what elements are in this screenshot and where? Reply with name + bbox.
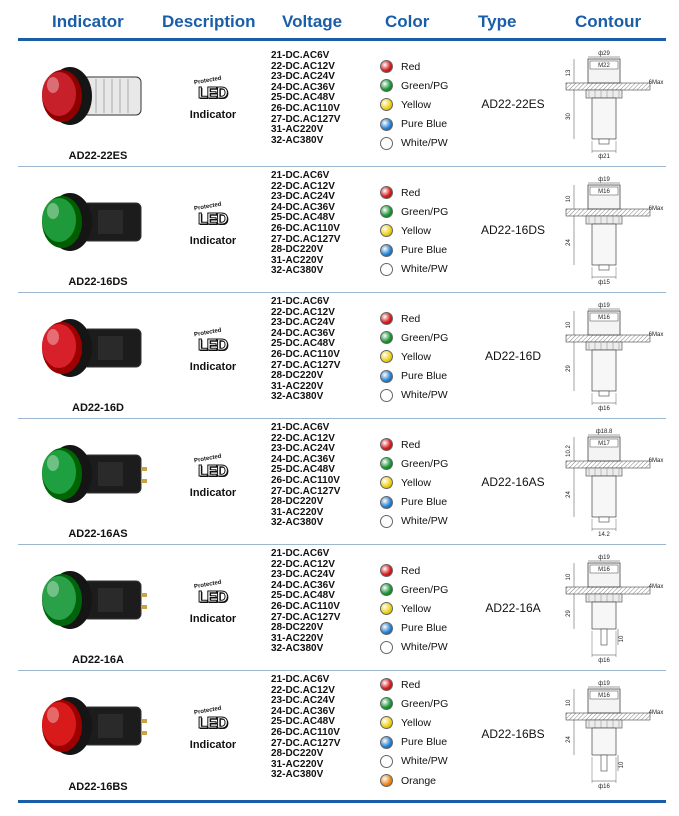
color-name: Yellow [401, 350, 431, 363]
dimension-label: 10 [619, 761, 625, 769]
dimension-label: 14.2 [598, 532, 610, 538]
product-row [18, 671, 666, 797]
color-name: Red [401, 564, 421, 577]
color-item [380, 134, 480, 153]
voltage-item: 26-DC.AC110V [271, 348, 340, 360]
led-logo [193, 705, 230, 733]
dimension-label: 29 [566, 610, 572, 617]
color-item [380, 454, 480, 473]
color-dot-icon [380, 583, 393, 596]
color-name: Yellow [401, 224, 431, 237]
protected-label: Protected [193, 327, 222, 339]
color-dot-icon [380, 602, 393, 615]
product-row [18, 41, 666, 167]
color-name: Pure Blue [401, 736, 448, 749]
color-name: Red [401, 678, 421, 691]
voltage-item: 31-AC220V [271, 124, 324, 136]
voltage-item: 23-DC.AC24V [271, 191, 335, 203]
voltage-item: 31-AC220V [271, 506, 324, 518]
color-name: Pure Blue [401, 622, 448, 635]
color-dot-icon [380, 389, 393, 402]
led-logo [193, 327, 230, 355]
dimension-label: 10 [619, 635, 625, 643]
header-type: Type [478, 12, 517, 31]
color-name: Orange [401, 774, 437, 787]
voltage-item: 24-DC.AC36V [271, 453, 335, 465]
contour-drawing [548, 299, 666, 413]
voltage-item: 26-DC.AC110V [271, 102, 340, 114]
color-item [380, 57, 480, 76]
protected-label: Protected [193, 579, 222, 591]
color-dot-icon [380, 137, 393, 150]
protected-label: Protected [193, 75, 222, 87]
voltage-item: 25-DC.AC48V [271, 716, 335, 728]
color-dot-icon [380, 515, 393, 528]
color-item [380, 638, 480, 657]
voltage-item: 24-DC.AC36V [271, 81, 335, 93]
voltage-item: 31-AC220V [271, 758, 324, 770]
voltage-item: 23-DC.AC24V [271, 695, 335, 707]
voltage-item: 25-DC.AC48V [271, 212, 335, 224]
voltage-item: 27-DC.AC127V [271, 113, 341, 125]
dimension-label: 24 [566, 736, 572, 743]
color-item [380, 309, 480, 328]
color-dot-icon [380, 697, 393, 710]
voltage-item: 25-DC.AC48V [271, 338, 335, 350]
color-dot-icon [380, 564, 393, 577]
voltage-item: 28-DC220V [271, 622, 324, 634]
voltage-item: 21-DC.AC6V [271, 548, 330, 559]
color-dot-icon [380, 641, 393, 654]
color-item [380, 202, 480, 221]
dimension-label: M16 [598, 567, 610, 573]
voltage-item: 22-DC.AC12V [271, 432, 335, 444]
dimension-label: ф18.8 [595, 429, 613, 435]
color-item [380, 183, 480, 202]
dimension-label: 13 [566, 69, 572, 77]
protected-label: Protected [193, 453, 222, 465]
type-label: AD22-16BS [481, 727, 545, 741]
voltage-list [271, 297, 371, 403]
description-cell [178, 579, 248, 625]
color-name: Green/PG [401, 457, 449, 470]
color-item [380, 675, 480, 694]
color-dot-icon [380, 118, 393, 131]
led-label: LED [198, 85, 227, 102]
color-dot-icon [380, 244, 393, 257]
indicator-photo [28, 553, 153, 653]
voltage-list [271, 171, 371, 277]
voltage-list [271, 675, 371, 781]
description-cell [178, 453, 248, 499]
color-name: Green/PG [401, 697, 449, 710]
color-dot-icon [380, 60, 393, 73]
voltage-item: 32-AC380V [271, 643, 324, 655]
color-item [380, 386, 480, 405]
voltage-item: 26-DC.AC110V [271, 726, 340, 738]
dimension-label: M16 [598, 693, 610, 699]
color-item [380, 694, 480, 713]
type-label: AD22-16DS [480, 223, 546, 237]
led-logo [193, 201, 230, 229]
color-name: White/PW [401, 137, 448, 150]
dimension-label: ф16 [598, 658, 610, 664]
led-label: LED [198, 589, 227, 606]
type-label: AD22-16D [484, 349, 542, 363]
color-name: Green/PG [401, 583, 449, 596]
voltage-item: 21-DC.AC6V [271, 170, 330, 181]
contour-drawing [548, 173, 666, 287]
voltage-item: 21-DC.AC6V [271, 422, 330, 433]
color-item [380, 493, 480, 512]
color-item [380, 328, 480, 347]
color-name: Red [401, 312, 421, 325]
color-name: Yellow [401, 476, 431, 489]
header-color: Color [385, 12, 430, 31]
dimension-label: 6Max [648, 458, 664, 464]
voltage-list [271, 423, 371, 529]
voltage-item: 28-DC220V [271, 496, 324, 508]
color-dot-icon [380, 263, 393, 276]
dimension-label: 10 [566, 195, 572, 203]
color-name: Pure Blue [401, 118, 448, 131]
color-dot-icon [380, 716, 393, 729]
color-dot-icon [380, 224, 393, 237]
voltage-item: 23-DC.AC24V [271, 569, 335, 581]
led-logo [193, 579, 230, 607]
description-cell [178, 705, 248, 751]
contour-drawing [548, 677, 666, 791]
description-cell [178, 327, 248, 373]
dimension-label: ф19 [598, 681, 610, 687]
header-voltage: Voltage [282, 12, 343, 31]
type-label: AD22-16A [485, 601, 541, 615]
product-row [18, 545, 666, 671]
type-label: AD22-16AS [481, 475, 545, 489]
dimension-label: ф19 [598, 177, 610, 183]
product-name: AD22-16A [72, 654, 124, 666]
indicator-photo [28, 175, 153, 275]
dimension-label: 10 [566, 699, 572, 707]
voltage-item: 27-DC.AC127V [271, 359, 341, 371]
color-dot-icon [380, 98, 393, 111]
dimension-label: 6Max [648, 206, 664, 212]
dimension-label: ф19 [598, 555, 610, 561]
color-dot-icon [380, 186, 393, 199]
voltage-item: 22-DC.AC12V [271, 180, 335, 192]
dimension-label: M16 [598, 315, 610, 321]
voltage-item: 24-DC.AC36V [271, 201, 335, 213]
dimension-label: 10 [566, 573, 572, 581]
voltage-item: 28-DC220V [271, 748, 324, 760]
indicator-photo [28, 679, 153, 779]
dimension-label: 24 [566, 491, 572, 498]
dimension-label: 6Max [648, 80, 664, 86]
voltage-item: 27-DC.AC127V [271, 233, 341, 245]
color-dot-icon [380, 622, 393, 635]
footer-rule [18, 800, 666, 803]
led-logo [193, 75, 230, 103]
voltage-item: 25-DC.AC48V [271, 590, 335, 602]
led-label: LED [198, 463, 227, 480]
voltage-item: 22-DC.AC12V [271, 60, 335, 72]
voltage-item: 24-DC.AC36V [271, 579, 335, 591]
color-name: White/PW [401, 515, 448, 528]
indicator-label: Indicator [189, 487, 237, 499]
voltage-list [271, 51, 371, 146]
color-name: Red [401, 186, 421, 199]
color-dot-icon [380, 736, 393, 749]
color-item [380, 561, 480, 580]
color-dot-icon [380, 331, 393, 344]
table-header [0, 0, 679, 40]
dimension-label: M22 [598, 63, 610, 69]
color-item [380, 752, 480, 771]
product-name: AD22-16DS [68, 276, 128, 288]
led-label: LED [198, 715, 227, 732]
dimension-label: 10 [566, 321, 572, 329]
voltage-item: 21-DC.AC6V [271, 674, 330, 685]
indicator-label: Indicator [189, 739, 237, 751]
voltage-item: 27-DC.AC127V [271, 611, 341, 623]
color-dot-icon [380, 678, 393, 691]
color-name: White/PW [401, 755, 448, 768]
voltage-item: 23-DC.AC24V [271, 317, 335, 329]
product-row [18, 167, 666, 293]
dimension-label: 29 [566, 365, 572, 372]
voltage-item: 26-DC.AC110V [271, 222, 340, 234]
header-description: Description [162, 12, 256, 31]
contour-drawing [548, 551, 666, 665]
indicator-photo [28, 301, 153, 401]
color-dot-icon [380, 79, 393, 92]
indicator-label: Indicator [189, 109, 237, 121]
voltage-item: 24-DC.AC36V [271, 327, 335, 339]
color-name: White/PW [401, 389, 448, 402]
color-name: Yellow [401, 602, 431, 615]
color-name: White/PW [401, 263, 448, 276]
product-name: AD22-16D [72, 402, 124, 414]
product-name: AD22-16BS [68, 781, 128, 793]
voltage-item: 26-DC.AC110V [271, 474, 340, 486]
led-logo [193, 453, 230, 481]
color-name: Green/PG [401, 79, 449, 92]
color-name: Green/PG [401, 331, 449, 344]
led-label: LED [198, 337, 227, 354]
voltage-item: 26-DC.AC110V [271, 600, 340, 612]
color-name: White/PW [401, 641, 448, 654]
indicator-label: Indicator [189, 613, 237, 625]
color-item [380, 367, 480, 386]
color-item [380, 619, 480, 638]
led-label: LED [198, 211, 227, 228]
color-name: Pure Blue [401, 244, 448, 257]
dimension-label: ф21 [598, 154, 610, 160]
indicator-label: Indicator [189, 235, 237, 247]
voltage-item: 27-DC.AC127V [271, 485, 341, 497]
color-item [380, 241, 480, 260]
voltage-item: 21-DC.AC6V [271, 50, 330, 61]
voltage-item: 23-DC.AC24V [271, 71, 335, 83]
dimension-label: 6Max [648, 332, 664, 338]
voltage-item: 31-AC220V [271, 380, 324, 392]
dimension-label: 30 [566, 113, 572, 120]
voltage-item: 28-DC220V [271, 370, 324, 382]
color-dot-icon [380, 350, 393, 363]
indicator-label: Indicator [189, 361, 237, 373]
dimension-label: ф16 [598, 784, 610, 790]
type-label: AD22-22ES [481, 97, 545, 111]
dimension-label: M16 [598, 189, 610, 195]
voltage-item: 31-AC220V [271, 632, 324, 644]
color-dot-icon [380, 370, 393, 383]
product-name: AD22-22ES [68, 150, 128, 162]
voltage-item: 22-DC.AC12V [271, 684, 335, 696]
color-item [380, 580, 480, 599]
color-dot-icon [380, 476, 393, 489]
product-row [18, 419, 666, 545]
color-name: Yellow [401, 716, 431, 729]
color-item [380, 512, 480, 531]
dimension-label: ф29 [598, 51, 610, 57]
dimension-label: ф15 [598, 280, 610, 286]
color-name: Red [401, 60, 421, 73]
voltage-item: 32-AC380V [271, 391, 324, 403]
color-item [380, 76, 480, 95]
voltage-item: 22-DC.AC12V [271, 558, 335, 570]
color-dot-icon [380, 312, 393, 325]
color-dot-icon [380, 438, 393, 451]
dimension-label: 10.2 [566, 445, 572, 457]
indicator-photo [28, 427, 153, 527]
color-item [380, 771, 480, 790]
color-dot-icon [380, 774, 393, 787]
color-item [380, 115, 480, 134]
voltage-item: 32-AC380V [271, 265, 324, 277]
voltage-item: 24-DC.AC36V [271, 705, 335, 717]
voltage-item: 25-DC.AC48V [271, 92, 335, 104]
dimension-label: ф19 [598, 303, 610, 309]
voltage-item: 28-DC220V [271, 244, 324, 256]
contour-drawing [548, 425, 666, 539]
voltage-item: 32-AC380V [271, 134, 324, 146]
voltage-item: 32-AC380V [271, 769, 324, 781]
voltage-item: 22-DC.AC12V [271, 306, 335, 318]
header-indicator: Indicator [52, 12, 124, 31]
voltage-item: 21-DC.AC6V [271, 296, 330, 307]
color-name: Yellow [401, 98, 431, 111]
color-dot-icon [380, 755, 393, 768]
color-dot-icon [380, 496, 393, 509]
dimension-label: 4Max [648, 710, 664, 716]
color-item [380, 435, 480, 454]
protected-label: Protected [193, 705, 222, 717]
color-dot-icon [380, 457, 393, 470]
color-name: Pure Blue [401, 496, 448, 509]
header-contour: Contour [575, 12, 642, 31]
voltage-item: 25-DC.AC48V [271, 464, 335, 476]
description-cell [178, 75, 248, 121]
dimension-label: 24 [566, 239, 572, 246]
color-dot-icon [380, 205, 393, 218]
contour-drawing [548, 47, 666, 161]
protected-label: Protected [193, 201, 222, 213]
color-name: Green/PG [401, 205, 449, 218]
voltage-item: 23-DC.AC24V [271, 443, 335, 455]
color-name: Pure Blue [401, 370, 448, 383]
dimension-label: M17 [598, 441, 610, 447]
color-item [380, 260, 480, 279]
voltage-list [271, 549, 371, 655]
description-cell [178, 201, 248, 247]
product-name: AD22-16AS [68, 528, 128, 540]
indicator-photo [28, 49, 153, 149]
dimension-label: 4Max [648, 584, 664, 590]
voltage-item: 31-AC220V [271, 254, 324, 266]
color-name: Red [401, 438, 421, 451]
voltage-item: 27-DC.AC127V [271, 737, 341, 749]
dimension-label: ф16 [598, 406, 610, 412]
voltage-item: 32-AC380V [271, 517, 324, 529]
product-row [18, 293, 666, 419]
